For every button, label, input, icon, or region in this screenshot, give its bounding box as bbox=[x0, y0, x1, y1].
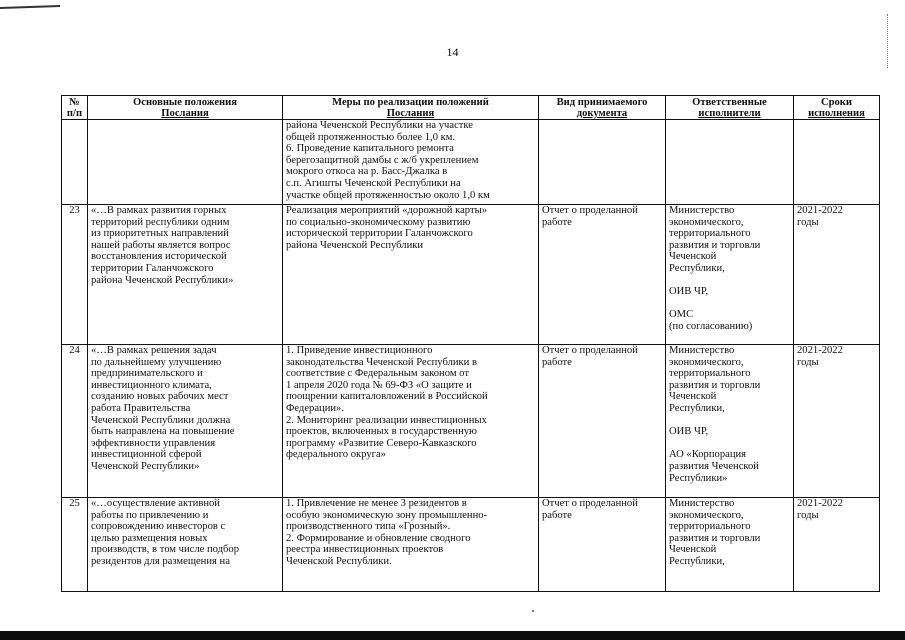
cell-text-line: Чеченской bbox=[669, 251, 717, 263]
row-number-cell: 23 bbox=[62, 205, 88, 345]
cell-text-line: мокрого откоса на р. Басс-Джалка в bbox=[286, 166, 448, 178]
cell-text-line: федерального округа» bbox=[286, 449, 386, 461]
scan-bottom-edge bbox=[0, 631, 905, 640]
document-type-cell bbox=[539, 205, 666, 345]
header-deadlines: Сроки исполнения bbox=[794, 96, 880, 120]
deadline-cell bbox=[794, 120, 880, 205]
cell-text-line: из приоритетных направлений bbox=[91, 228, 229, 240]
cell-text-line: экономического, bbox=[669, 216, 744, 228]
cell-text-line: Чеченской Республики должна bbox=[91, 414, 231, 426]
page-number: 14 bbox=[446, 45, 459, 59]
cell-text-line: участке общей протяженностью около 1,0 км bbox=[286, 189, 490, 201]
cell-text-line: «…осуществление активной bbox=[91, 498, 220, 509]
table-row bbox=[62, 205, 880, 345]
measures-cell bbox=[283, 498, 539, 592]
table-row bbox=[62, 345, 880, 498]
header-number: № п/п bbox=[62, 96, 88, 120]
table-body bbox=[62, 120, 880, 592]
cell-text-line: (по согласованию) bbox=[669, 320, 753, 332]
cell-text-line: годы bbox=[797, 356, 819, 368]
cell-text-line: работы по привлечению и bbox=[91, 509, 209, 521]
cell-text-line: Республики, bbox=[669, 262, 725, 274]
cell-text-line: Отчет о проделанной bbox=[542, 205, 638, 216]
header-document-type: Вид принимаемого документа bbox=[539, 96, 666, 120]
cell-text-line: по дальнейшему улучшению bbox=[91, 356, 222, 368]
cell-text-line: Чеченской bbox=[669, 544, 717, 556]
cell-text-line: общей протяженностью более 1,0 км. bbox=[286, 131, 456, 143]
cell-text-line: соответствие с Федеральным законом от bbox=[286, 368, 469, 380]
cell-text-line: экономического, bbox=[669, 509, 744, 521]
row-number-cell: 24 bbox=[62, 345, 88, 498]
cell-text-line: 2. Мониторинг реализации инвестиционных bbox=[286, 414, 487, 426]
cell-text-line: годы bbox=[797, 509, 819, 521]
cell-text-line: нашей работы является вопрос bbox=[91, 239, 231, 251]
cell-text-line: ОМС bbox=[669, 309, 694, 321]
cell-text-line: 1. Привлечение не менее 3 резидентов в bbox=[286, 498, 467, 509]
cell-text-line: 1 апреля 2020 года № 69-ФЗ «О защите и bbox=[286, 379, 472, 391]
cell-text-line: Республики» bbox=[669, 472, 728, 484]
responsible-cell bbox=[666, 205, 794, 345]
cell-text-line: территории Галанчожского bbox=[91, 262, 214, 274]
cell-text-line: производственного типа «Грозный». bbox=[286, 521, 451, 533]
cell-text-line: развития и торговли bbox=[669, 379, 761, 391]
cell-text-line: 1. Приведение инвестиционного bbox=[286, 345, 433, 356]
cell-text-line: реестра инвестиционных проектов bbox=[286, 544, 444, 556]
cell-text-line: поощрении капиталовложений в Российской bbox=[286, 391, 488, 403]
row-number-cell bbox=[62, 120, 88, 205]
cell-text-line: работа Правительства bbox=[91, 402, 191, 414]
cell-text-line: «…В рамках решения задач bbox=[91, 345, 217, 356]
responsible-cell bbox=[666, 345, 794, 498]
cell-text-line: экономического, bbox=[669, 356, 744, 368]
main-provision-cell bbox=[88, 345, 283, 498]
cell-text-line: развития и торговли bbox=[669, 532, 761, 544]
cell-text-line: резидентов для размещения на bbox=[91, 555, 230, 567]
cell-text-line: работе bbox=[542, 509, 572, 521]
cell-text-line: Министерство bbox=[669, 345, 735, 356]
cell-text-line: работе bbox=[542, 216, 572, 228]
cell-text-line: района Чеченской Республики» bbox=[91, 274, 234, 286]
cell-text-line: Чеченской Республики. bbox=[286, 555, 392, 567]
deadline-cell bbox=[794, 345, 880, 498]
header-responsible: Ответственные исполнители bbox=[666, 96, 794, 120]
responsible-cell bbox=[666, 498, 794, 592]
cell-text-line: территориального bbox=[669, 228, 751, 240]
cell-text-line: быть направлена на повышение bbox=[91, 426, 235, 438]
cell-text-line: Отчет о проделанной bbox=[542, 345, 638, 356]
cell-text-line: территориального bbox=[669, 368, 751, 380]
responsible-cell bbox=[666, 120, 794, 205]
table-row bbox=[62, 498, 880, 592]
cell-text-line bbox=[669, 415, 790, 427]
cell-text-line: Чеченской Республики» bbox=[91, 460, 200, 472]
cell-text-line: эффективности управления bbox=[91, 437, 216, 449]
cell-text-line: Министерство bbox=[669, 205, 735, 216]
cell-text-line: исторической территории Галанчожского bbox=[286, 228, 473, 240]
cell-text-line: 2021-2022 bbox=[797, 345, 843, 356]
cell-text-line: территорий республики одним bbox=[91, 216, 230, 228]
scan-artifact bbox=[0, 5, 60, 15]
cell-text-line: Министерство bbox=[669, 498, 735, 509]
cell-text-line: инвестиционной сферой bbox=[91, 449, 202, 461]
header-measures: Меры по реализации положений Послания bbox=[283, 96, 539, 120]
cell-text-line: Отчет о проделанной bbox=[542, 498, 638, 509]
cell-text-line: «…В рамках развития горных bbox=[91, 205, 227, 216]
cell-text-line: Республики, bbox=[669, 402, 725, 414]
cell-text-line: годы bbox=[797, 216, 819, 228]
document-type-cell bbox=[539, 120, 666, 205]
document-type-cell bbox=[539, 345, 666, 498]
cell-text-line: законодательства Чеченской Республики в bbox=[286, 356, 478, 368]
scan-speck bbox=[532, 610, 534, 612]
document-type-cell bbox=[539, 498, 666, 592]
main-provision-cell bbox=[88, 498, 283, 592]
cell-text-line: Чеченской bbox=[669, 391, 717, 403]
cell-text-line: АО «Корпорация bbox=[669, 449, 747, 461]
cell-text-line: развития Чеченской bbox=[669, 460, 759, 472]
cell-text-line: программу «Развитие Северо-Кавказского bbox=[286, 437, 477, 449]
measures-cell bbox=[283, 345, 539, 498]
main-provision-cell bbox=[88, 120, 283, 205]
deadline-cell bbox=[794, 205, 880, 345]
cell-text-line: территориального bbox=[669, 521, 751, 533]
table-row bbox=[62, 120, 880, 205]
cell-text-line: созданию новых рабочих мест bbox=[91, 391, 229, 403]
cell-text-line: сопровождению инвесторов с bbox=[91, 521, 226, 533]
cell-text-line: ОИВ ЧР, bbox=[669, 426, 709, 438]
cell-text-line: производств, в том числе подбор bbox=[91, 544, 240, 556]
cell-text-line: района Чеченской Республики на участке bbox=[286, 120, 473, 131]
cell-text-line: восстановления исторической bbox=[91, 251, 227, 263]
cell-text-line: Реализация мероприятий «дорожной карты» bbox=[286, 205, 488, 216]
cell-text-line: района Чеченской Республики bbox=[286, 239, 424, 251]
cell-text-line: развития и торговли bbox=[669, 239, 761, 251]
cell-text-line bbox=[669, 298, 790, 310]
deadline-cell bbox=[794, 498, 880, 592]
plan-table bbox=[61, 95, 880, 592]
cell-text-line: берегозащитной дамбы с ж/б укреплением bbox=[286, 154, 479, 166]
cell-text-line: проектов, включенных в государственную bbox=[286, 426, 477, 438]
measures-cell bbox=[283, 205, 539, 345]
cell-text-line: по социально-экономическому развитию bbox=[286, 216, 471, 228]
cell-text-line: особую экономическую зону промышленно- bbox=[286, 509, 488, 521]
cell-text-line: ОИВ ЧР, bbox=[669, 286, 709, 298]
cell-text-line: с.п. Агишты Чеченской Республики на bbox=[286, 177, 461, 189]
measures-cell bbox=[283, 120, 539, 205]
table-header-row bbox=[62, 96, 880, 120]
cell-text-line bbox=[669, 438, 790, 450]
row-number-cell: 25 bbox=[62, 498, 88, 592]
cell-text-line: 2021-2022 bbox=[797, 498, 843, 509]
cell-text-line: целью размещения новых bbox=[91, 532, 208, 544]
cell-text-line: инвестиционного климата, bbox=[91, 379, 212, 391]
main-provision-cell bbox=[88, 205, 283, 345]
cell-text-line: предпринимательского и bbox=[91, 368, 203, 380]
cell-text-line: 6. Проведение капитального ремонта bbox=[286, 143, 454, 155]
cell-text-line: Республики, bbox=[669, 555, 725, 567]
cell-text-line: Федерации». bbox=[286, 402, 344, 414]
cell-text-line: работе bbox=[542, 356, 572, 368]
cell-text-line bbox=[669, 275, 790, 287]
cell-text-line: 2021-2022 bbox=[797, 205, 843, 216]
header-main-provisions: Основные положения Послания bbox=[88, 96, 283, 120]
cell-text-line: 2. Формирование и обновление сводного bbox=[286, 532, 471, 544]
